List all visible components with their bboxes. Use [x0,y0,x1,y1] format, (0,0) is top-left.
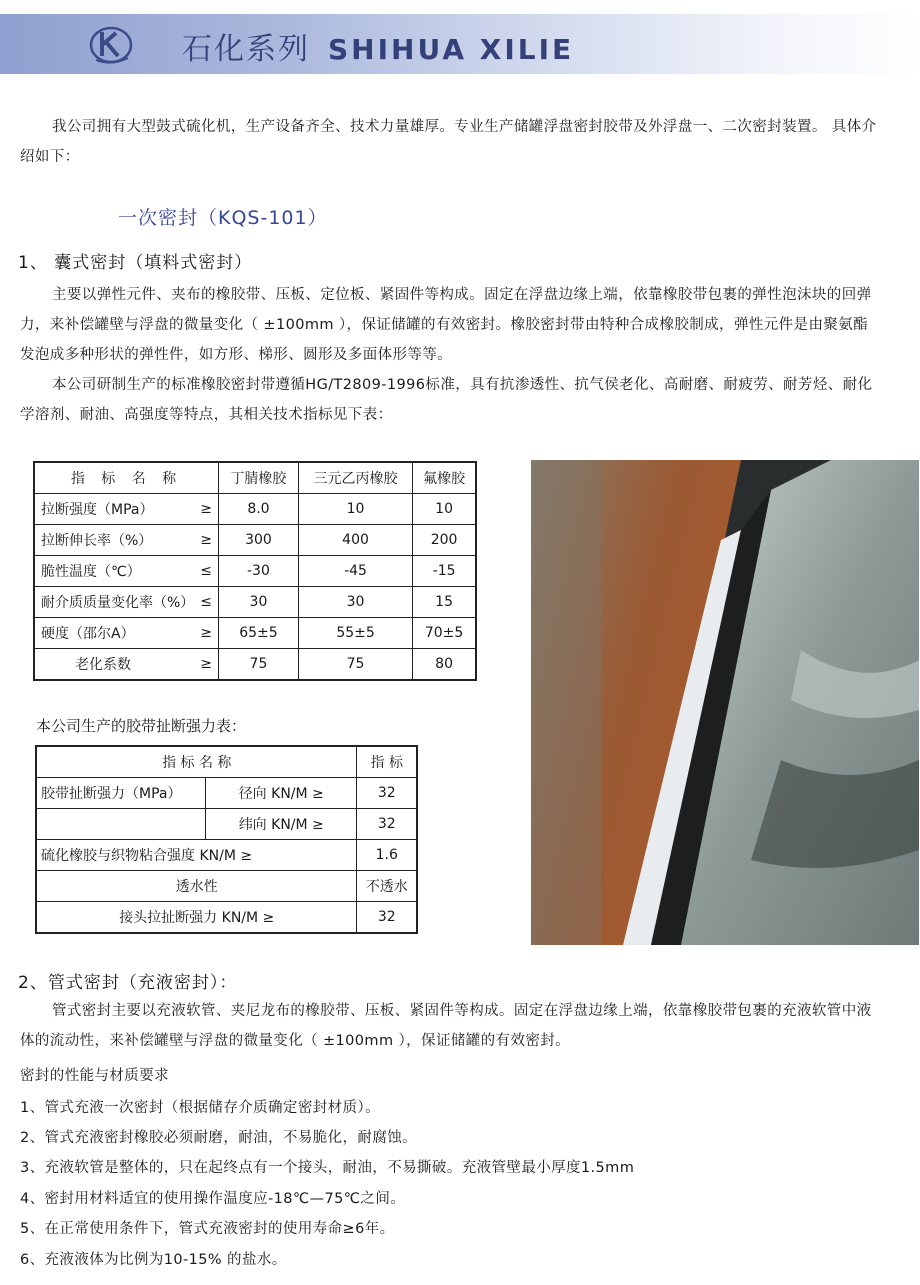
section2-paragraph: 管式密封主要以充液软管、夹尼龙布的橡胶带、压板、紧固件等构成。固定在浮盘边缘上端，依靠橡胶带包裹的充液软管中液体的流动性，来补偿罐壁与浮盘的微量变化（ ±100mm ），保证储罐的有效密封。 [20,1003,872,1049]
row-label: 老化系数 [75,657,131,673]
table-row [36,840,417,871]
table-cell: -15 [413,556,476,587]
table-row-name [34,649,219,681]
table-cell-empty [36,809,206,840]
row-comparator: ≤ [200,594,212,610]
table-row [34,618,476,649]
row-comparator: ≤ [200,563,212,579]
row-label: 硬度（邵尔A） [41,626,135,642]
table-cell: 径向 KN/M ≥ [206,778,357,809]
table-cell: 75 [219,649,299,681]
table-cell: -30 [219,556,299,587]
table-cell: 55±5 [298,618,412,649]
banner-title-cn: 石化系列 [182,32,310,67]
section1-paragraph2: 本公司研制生产的标准橡胶密封带遵循HG/T2809-1996标准，具有抗渗透性、抗气侯老化、高耐磨、耐疲劳、耐芳烃、耐化学溶剂、耐油、高强度等特点，其相关技术指标见下表： [20,377,873,423]
table-row [34,494,476,525]
table-cell: 30 [298,587,412,618]
row-label: 耐介质质量变化率（%） [41,595,195,611]
table-header-row [36,746,417,778]
table-row [36,902,417,934]
table-cell: 1.6 [357,840,417,871]
table-cell: 胶带扯断强力（MPa） [36,778,206,809]
table2-caption: 本公司生产的胶带扯断强力表： [36,717,247,735]
table-header-cell: 三元乙丙橡胶 [298,462,412,494]
table-row-name [34,494,219,525]
table-cell: 硫化橡胶与织物粘合强度 KN/M ≥ [36,840,357,871]
table-row-name [34,587,219,618]
table-cell: 75 [298,649,412,681]
table-row-name [34,525,219,556]
table-cell: 8.0 [219,494,299,525]
table-cell: 300 [219,525,299,556]
intro-paragraph: 我公司拥有大型鼓式硫化机，生产设备齐全、技术力量雄厚。专业生产储罐浮盘密封胶带及外浮盘一、二次密封装置。 具体介绍如下： [20,119,877,165]
table-cell: 32 [357,902,417,934]
row-label: 拉断强度（MPa） [41,502,154,518]
table-cell: 接头拉扯断强力 KN/M ≥ [36,902,357,934]
requirement-item: 6、充液液体为比例为10-15% 的盐水。 [20,1252,287,1268]
table-row-name [34,618,219,649]
table-cell: 32 [357,778,417,809]
tensile-strength-table [35,745,418,934]
table-row [36,809,417,840]
table-cell: 70±5 [413,618,476,649]
company-logo-icon [88,20,134,66]
banner-title [182,24,574,68]
requirements-title: 密封的性能与材质要求 [20,1068,169,1084]
table-cell: 不透水 [357,871,417,902]
table-cell: 65±5 [219,618,299,649]
section1-heading: 1、 囊式密封（填料式密封） [18,253,253,273]
table-header-cell: 指 标 名 称 [36,746,357,778]
table-cell: 透水性 [36,871,357,902]
table-row [34,587,476,618]
table-row [34,525,476,556]
row-comparator: ≥ [200,501,212,517]
requirement-item: 3、充液软管是整体的，只在起终点有一个接头，耐油，不易撕破。充液管壁最小厚度1.5mm [20,1160,635,1176]
table-cell: 10 [413,494,476,525]
requirement-item: 5、在正常使用条件下，管式充液密封的使用寿命≥6年。 [20,1221,395,1237]
section1-paragraph1: 主要以弹性元件、夹布的橡胶带、压板、定位板、紧固件等构成。固定在浮盘边缘上端，依靠橡胶带包裹的弹性泡沫块的回弹力，来补偿罐壁与浮盘的微量变化（ ±100mm ），保证储罐的有效密封。橡胶密封带由特种合成橡胶制成，弹性元件是由聚氨酯发泡成多种形状的弹性件，如方形、梯形、圆形及多面体形等等。 [20,287,872,363]
table-cell: 10 [298,494,412,525]
seal-installation-photo [531,460,919,945]
table-cell: 200 [413,525,476,556]
row-comparator: ≥ [200,625,212,641]
table-row [34,649,476,681]
section2-heading: 2、管式密封（充液密封）： [18,973,238,993]
banner-title-en: SHIHUA XILIE [328,33,575,66]
table-header-row [34,462,476,494]
table-cell: 15 [413,587,476,618]
requirement-item: 4、密封用材料适宜的使用操作温度应-18℃—75℃之间。 [20,1191,406,1207]
product-subtitle: 一次密封（KQS-101） [118,207,328,229]
row-label: 脆性温度（℃） [41,564,141,580]
table-header-cell: 指 标 名 称 [34,462,219,494]
table-row [36,778,417,809]
tech-spec-table [33,461,477,681]
table-cell: 80 [413,649,476,681]
table-header-cell: 丁腈橡胶 [219,462,299,494]
table-cell: 400 [298,525,412,556]
table-cell: 纬向 KN/M ≥ [206,809,357,840]
row-comparator: ≥ [200,532,212,548]
row-label: 拉断伸长率（%） [41,533,153,549]
table-cell: 30 [219,587,299,618]
table-cell: -45 [298,556,412,587]
table-row [36,871,417,902]
row-comparator: ≥ [200,656,212,672]
table-header-cell: 氟橡胶 [413,462,476,494]
requirement-item: 2、管式充液密封橡胶必须耐磨，耐油，不易脆化，耐腐蚀。 [20,1130,418,1146]
requirement-item: 1、管式充液一次密封（根据储存介质确定密封材质）。 [20,1100,380,1116]
table-row-name [34,556,219,587]
table-row [34,556,476,587]
table-header-cell: 指 标 [357,746,417,778]
table-cell: 32 [357,809,417,840]
